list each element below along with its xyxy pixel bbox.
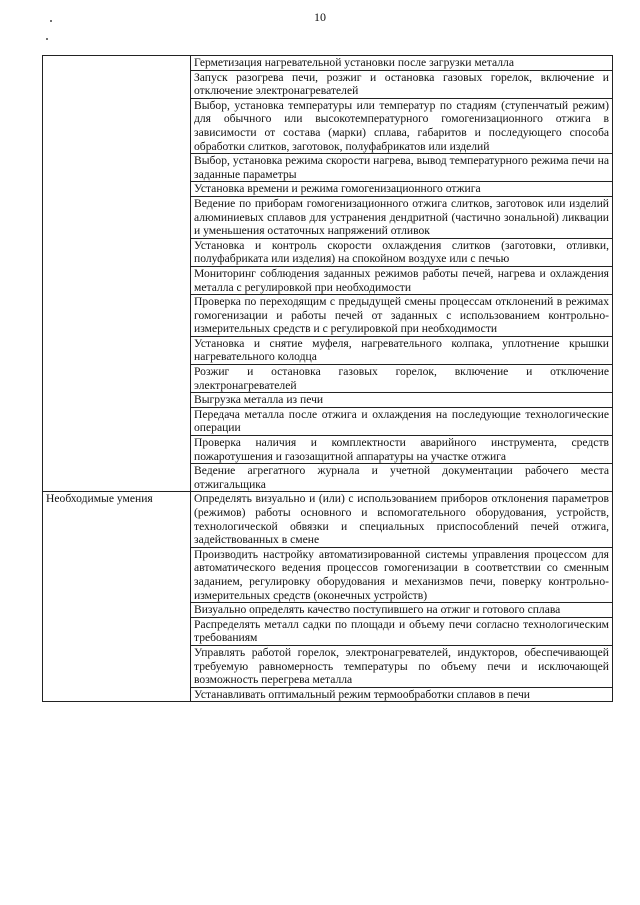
table-row <box>43 492 613 547</box>
table-cell: Ведение агрегатного журнала и учетной документации рабочего места отжигальщика <box>191 464 613 492</box>
table-cell: Установка и снятие муфеля, нагревательного колпака, уплотнение крышки нагревательного колодца <box>191 336 613 364</box>
table-cell: Розжиг и остановка газовых горелок, включение и отключение электронагревателей <box>191 365 613 393</box>
table-cell: Установка времени и режима гомогенизационного отжига <box>191 182 613 197</box>
row-label-empty <box>43 56 191 492</box>
table-cell: Установка и контроль скорости охлаждения слитков (заготовки, отливки, полуфабриката или изделия) на спокойном воздухе или с печью <box>191 238 613 266</box>
scan-speck <box>46 38 48 40</box>
table-cell: Мониторинг соблюдения заданных режимов работы печей, нагрева и охлаждения металла с регулировкой при необходимости <box>191 266 613 294</box>
table-cell: Проверка наличия и комплектности аварийного инструмента, средств пожаротушения и газозащитной аппаратуры на участке отжига <box>191 436 613 464</box>
table-cell: Визуально определять качество поступившего на отжиг и готового сплава <box>191 603 613 618</box>
requirements-table <box>42 55 613 702</box>
table-row <box>43 56 613 71</box>
table-cell: Герметизация нагревательной установки после загрузки металла <box>191 56 613 71</box>
table-cell: Производить настройку автоматизированной системы управления процессом для автоматического ведения процессов гомогенизации в соответствии со сменным заданием, регулировку оборудования и механизмов печи, поверку контрольно-измерительных средств (оконечных устройств) <box>191 547 613 602</box>
table-cell: Запуск разогрева печи, розжиг и остановка газовых горелок, включение и отключение электронагревателей <box>191 70 613 98</box>
table-cell: Устанавливать оптимальный режим термообработки сплавов в печи <box>191 687 613 702</box>
table-cell: Управлять работой горелок, электронагревателей, индукторов, обеспечивающей требуемую равномерность температуры по объему печи и исключающей возможность перегрева металла <box>191 645 613 687</box>
table-cell: Проверка по переходящим с предыдущей смены процессам отклонений в режимах гомогенизации и работы печей от заданных с использованием контрольно-измерительных средств и с регулировкой при необходимости <box>191 295 613 337</box>
table-cell: Передача металла после отжига и охлаждения на последующие технологические операции <box>191 407 613 435</box>
table-cell: Выбор, установка температуры или температур по стадиям (ступенчатый режим) для обычного или высокотемпературного гомогенизационного отжига в зависимости от состава (марки) сплава, габаритов и последующего способа обработки слитков, заготовок, полуфабрикатов или изделий <box>191 98 613 153</box>
table-cell: Распределять металл садки по площади и объему печи согласно технологическим требованиям <box>191 617 613 645</box>
page-number: 10 <box>314 10 326 24</box>
table-cell: Выгрузка металла из печи <box>191 393 613 408</box>
table-cell: Определять визуально и (или) с использованием приборов отклонения параметров (режимов) работы основного и вспомогательного оборудования, устройств, технологической обвязки и специальных приспособлений печей отжига, задействованных в смене <box>191 492 613 547</box>
row-label-skills: Необходимые умения <box>43 492 191 702</box>
table-cell: Выбор, установка режима скорости нагрева, вывод температурного режима печи на заданные параметры <box>191 154 613 182</box>
scan-speck <box>50 20 52 22</box>
table-cell: Ведение по приборам гомогенизационного отжига слитков, заготовок или изделий алюминиевых сплавов для устранения дендритной (частично зональной) ликвации и уменьшения остаточных напряжений отливок <box>191 196 613 238</box>
